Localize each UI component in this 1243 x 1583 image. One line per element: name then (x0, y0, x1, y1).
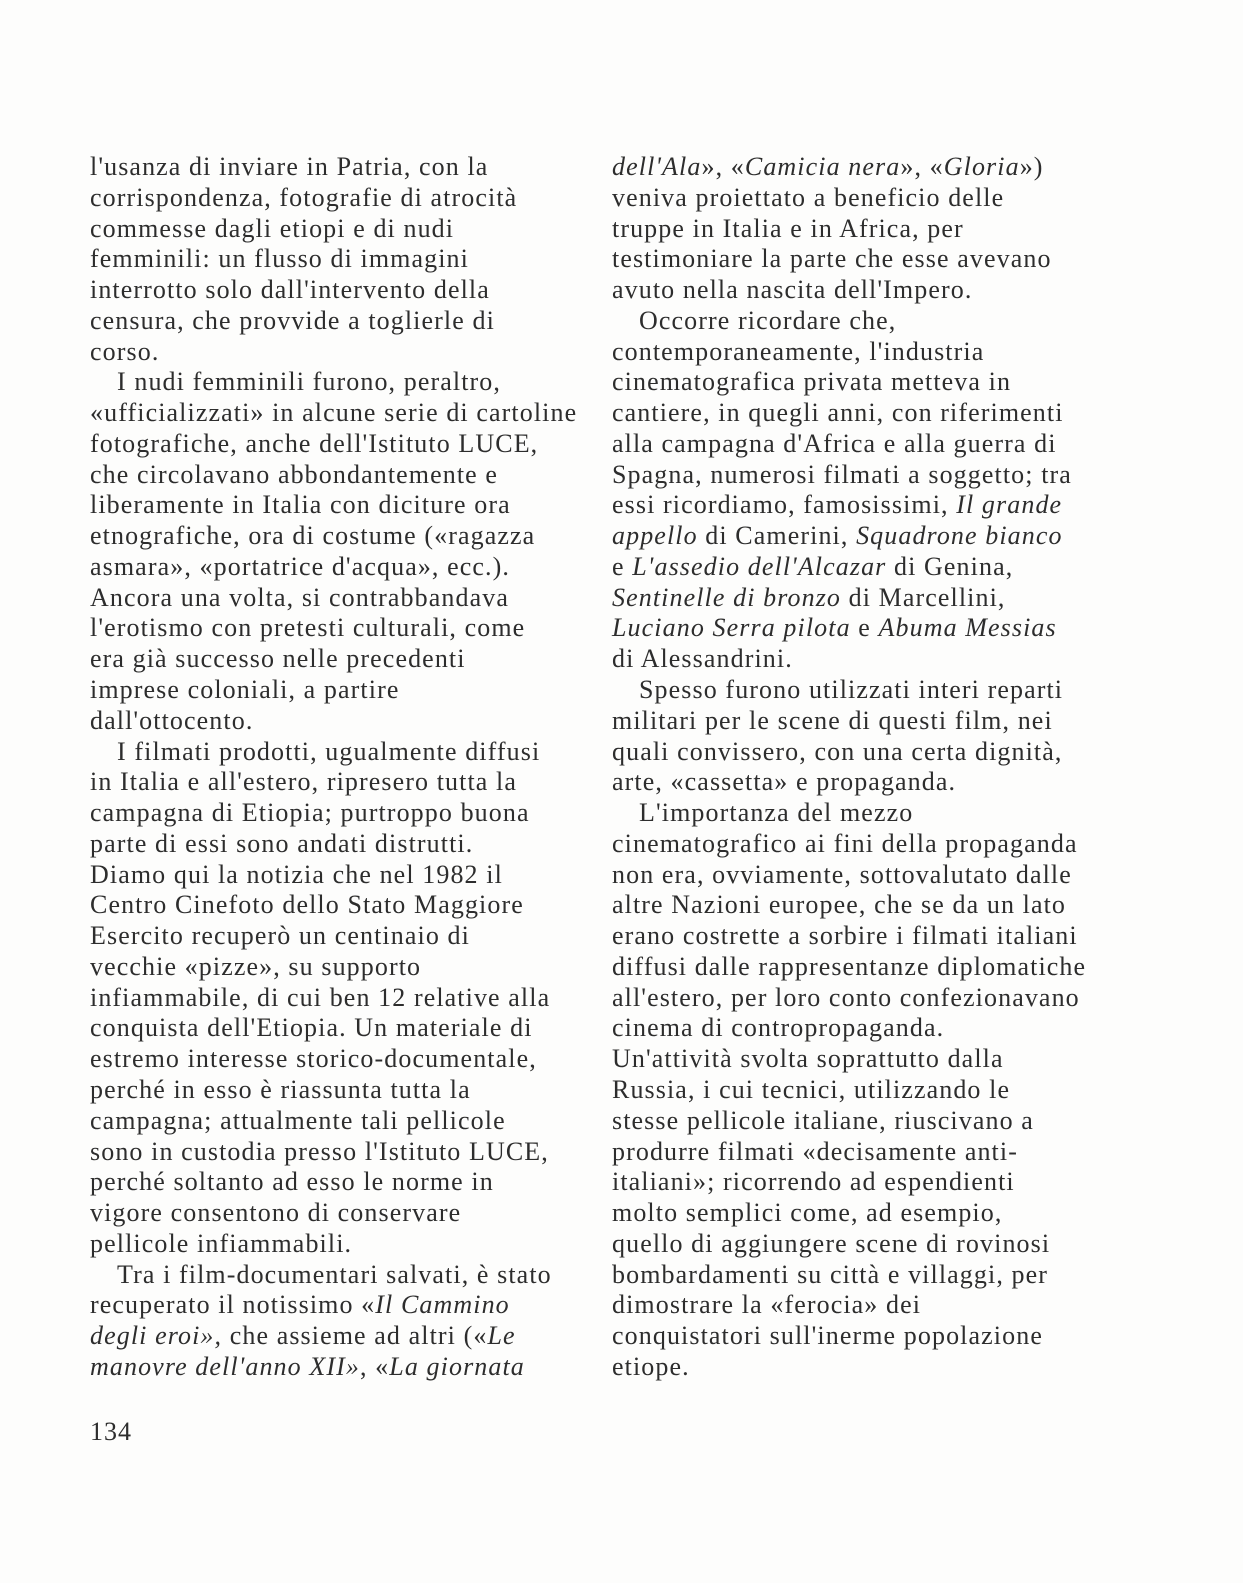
text-line: non era, ovviamente, sottovalutato dalle (612, 859, 1072, 889)
text-line: infiammabile, di cui ben 12 relative alla (90, 982, 551, 1012)
text-segment: e (850, 613, 879, 643)
text-segment: ») (1019, 152, 1044, 181)
text-line (612, 152, 1086, 183)
text-line: dall'ottocento. (90, 705, 254, 735)
text-line: l'erotismo con pretesti culturali, come (90, 613, 526, 643)
text-line: Esercito recuperò un centinaio di (90, 921, 470, 951)
page-number: 134 (90, 1417, 132, 1446)
text-line: perché in esso è riassunta tutta la (90, 1074, 471, 1104)
paragraph (612, 152, 1086, 306)
italic-title-text: Luciano Serra pilota (612, 613, 851, 643)
text-line: pellicole infiammabili. (90, 1228, 353, 1258)
left-column (90, 152, 577, 1383)
paragraph (612, 675, 1086, 798)
paragraph (612, 306, 1086, 675)
text-line: corso. (90, 336, 160, 366)
italic-title-text: Il grande (956, 490, 1063, 520)
italic-title-text: La giornata (389, 1351, 525, 1381)
italic-title-text: degli eroi», (90, 1321, 223, 1351)
text-line: diffusi dalle rappresentanze diplomatiche (612, 951, 1087, 981)
text-line: l'usanza di inviare in Patria, con la (90, 152, 489, 181)
text-line: avuto nella nascita dell'Impero. (612, 275, 973, 305)
text-line: commesse dagli etiopi e di nudi (90, 213, 455, 243)
text-line: produrre filmati «decisamente anti- (612, 1136, 1018, 1166)
text-line (612, 521, 1086, 552)
text-line: in Italia e all'estero, ripresero tutta la (90, 767, 517, 797)
text-line: parte di essi sono andati distrutti. (90, 828, 474, 858)
text-segment: , « (359, 1351, 390, 1381)
text-line: censura, che provvide a toglierle di (90, 305, 495, 335)
text-line: Diamo qui la notizia che nel 1982 il (90, 859, 503, 889)
text-line: vecchie «pizze», su supporto (90, 951, 422, 981)
text-line: Spagna, numerosi filmati a soggetto; tra (612, 459, 1072, 489)
text-segment: di Genina, (886, 551, 1014, 581)
text-line: arte, «cassetta» e propaganda. (612, 767, 957, 797)
text-line: dimostrare la «ferocia» dei (612, 1290, 922, 1320)
text-segment: », « (701, 152, 745, 181)
text-line: cinematografico ai fini della propaganda (612, 828, 1078, 858)
paragraph (612, 1044, 1086, 1382)
paragraph (90, 367, 577, 736)
text-line (612, 552, 1086, 583)
text-line: all'estero, per loro conto confezionavano (612, 982, 1080, 1012)
text-line: stesse pellicole italiane, riuscivano a (612, 1105, 1034, 1135)
text-line: cinema di contropropaganda. (612, 1013, 945, 1043)
text-line: asmara», «portatrice d'acqua», ecc.). (90, 551, 511, 581)
text-line: vigore consentono di conservare (90, 1198, 462, 1228)
text-line: Ancora una volta, si contrabbandava (90, 582, 509, 612)
text-line: militari per le scene di questi film, nei (612, 705, 1053, 735)
text-line: veniva proiettato a beneficio delle (612, 182, 1005, 212)
text-segment: che assieme ad altri (« (222, 1321, 488, 1351)
text-line: quali convissero, con una certa dignità, (612, 736, 1063, 766)
text-line (612, 583, 1086, 614)
text-segment: », « (900, 152, 944, 181)
text-line: I filmati prodotti, ugualmente diffusi (117, 736, 541, 766)
text-line: L'importanza del mezzo (639, 798, 914, 828)
italic-title-text: Le (487, 1321, 516, 1351)
text-line: molto semplici come, ad esempio, (612, 1198, 1003, 1228)
text-line: campagna; attualmente tali pellicole (90, 1105, 506, 1135)
italic-title-text: Squadrone bianco (856, 521, 1063, 551)
italic-title-text: Gloria (943, 152, 1020, 181)
text-line (612, 490, 1086, 521)
text-line: conquistatori sull'inerme popolazione (612, 1321, 1043, 1351)
text-line (90, 1321, 577, 1352)
text-line: Tra i film-documentari salvati, è stato (117, 1259, 552, 1289)
text-line: imprese coloniali, a partire (90, 675, 400, 705)
text-line: cinematografica privata metteva in (612, 367, 1012, 397)
text-line: che circolavano abbondantemente e (90, 459, 499, 489)
text-line: Un'attività svolta soprattutto dalla (612, 1044, 1004, 1074)
text-line: perché soltanto ad esso le norme in (90, 1167, 494, 1197)
text-line: fotografiche, anche dell'Istituto LUCE, (90, 428, 539, 458)
text-line: Centro Cinefoto dello Stato Maggiore (90, 890, 524, 920)
text-line: bombardamenti su città e villaggi, per (612, 1259, 1049, 1289)
text-line: quello di aggiungere scene di rovinosi (612, 1228, 1051, 1258)
text-line (90, 1352, 577, 1383)
text-line: «ufficializzati» in alcune serie di cartoline (90, 398, 578, 428)
text-line: Spesso furono utilizzati interi reparti (639, 675, 1064, 705)
text-line: etnografiche, ora di costume («ragazza (90, 521, 536, 551)
italic-title-text: Camicia nera (744, 152, 901, 181)
italic-title-text: manovre dell'anno XII» (90, 1351, 360, 1381)
right-column (612, 152, 1086, 1383)
text-line: estremo interesse storico-documentale, (90, 1044, 537, 1074)
italic-title-text: L'assedio dell'Alcazar (632, 551, 887, 581)
text-line (612, 613, 1086, 644)
text-segment: e (612, 551, 633, 581)
text-line: Russia, i cui tecnici, utilizzando le (612, 1074, 1011, 1104)
text-line: conquista dell'Etiopia. Un materiale di (90, 1013, 533, 1043)
paragraph (90, 152, 577, 367)
text-line: campagna di Etiopia; purtroppo buona (90, 798, 530, 828)
text-line: contemporaneamente, l'industria (612, 336, 985, 366)
text-line: I nudi femminili furono, peraltro, (117, 367, 501, 397)
text-line: testimoniare la parte che esse avevano (612, 244, 1052, 274)
text-segment: recuperato il notissimo « (90, 1290, 376, 1320)
text-segment: di Camerini, (697, 521, 857, 551)
text-line: cantiere, in quegli anni, con riferimenti (612, 398, 1064, 428)
italic-title-text: Abuma Messias (878, 613, 1057, 643)
text-line: Occorre ricordare che, (639, 305, 897, 335)
text-segment: essi ricordiamo, famosissimi, (612, 490, 957, 520)
text-segment: di Marcellini, (841, 582, 1006, 612)
italic-title-text: appello (612, 521, 698, 551)
italic-title-text: dell'Ala (612, 152, 702, 181)
text-line: era già successo nelle precedenti (90, 644, 466, 674)
text-line: etiope. (612, 1351, 690, 1381)
text-line: truppe in Italia e in Africa, per (612, 213, 964, 243)
italic-title-text: Sentinelle di bronzo (612, 582, 842, 612)
paragraph (90, 1260, 577, 1383)
paragraph (90, 737, 577, 1260)
text-line: di Alessandrini. (612, 644, 793, 674)
text-line (90, 1290, 577, 1321)
text-line: liberamente in Italia con diciture ora (90, 490, 511, 520)
italic-title-text: Il Cammino (375, 1290, 510, 1320)
text-line: interrotto solo dall'intervento della (90, 275, 490, 305)
text-line: altre Nazioni europee, che se da un lato (612, 890, 1067, 920)
text-line: italiani»; ricorrendo ad espendienti (612, 1167, 1015, 1197)
text-line: alla campagna d'Africa e alla guerra di (612, 428, 1057, 458)
text-line: sono in custodia presso l'Istituto LUCE, (90, 1136, 549, 1166)
text-line: erano costrette a sorbire i filmati italiani (612, 921, 1078, 951)
paragraph (612, 798, 1086, 1044)
text-line: femminili: un flusso di immagini (90, 244, 469, 274)
text-line: corrispondenza, fotografie di atrocità (90, 182, 518, 212)
